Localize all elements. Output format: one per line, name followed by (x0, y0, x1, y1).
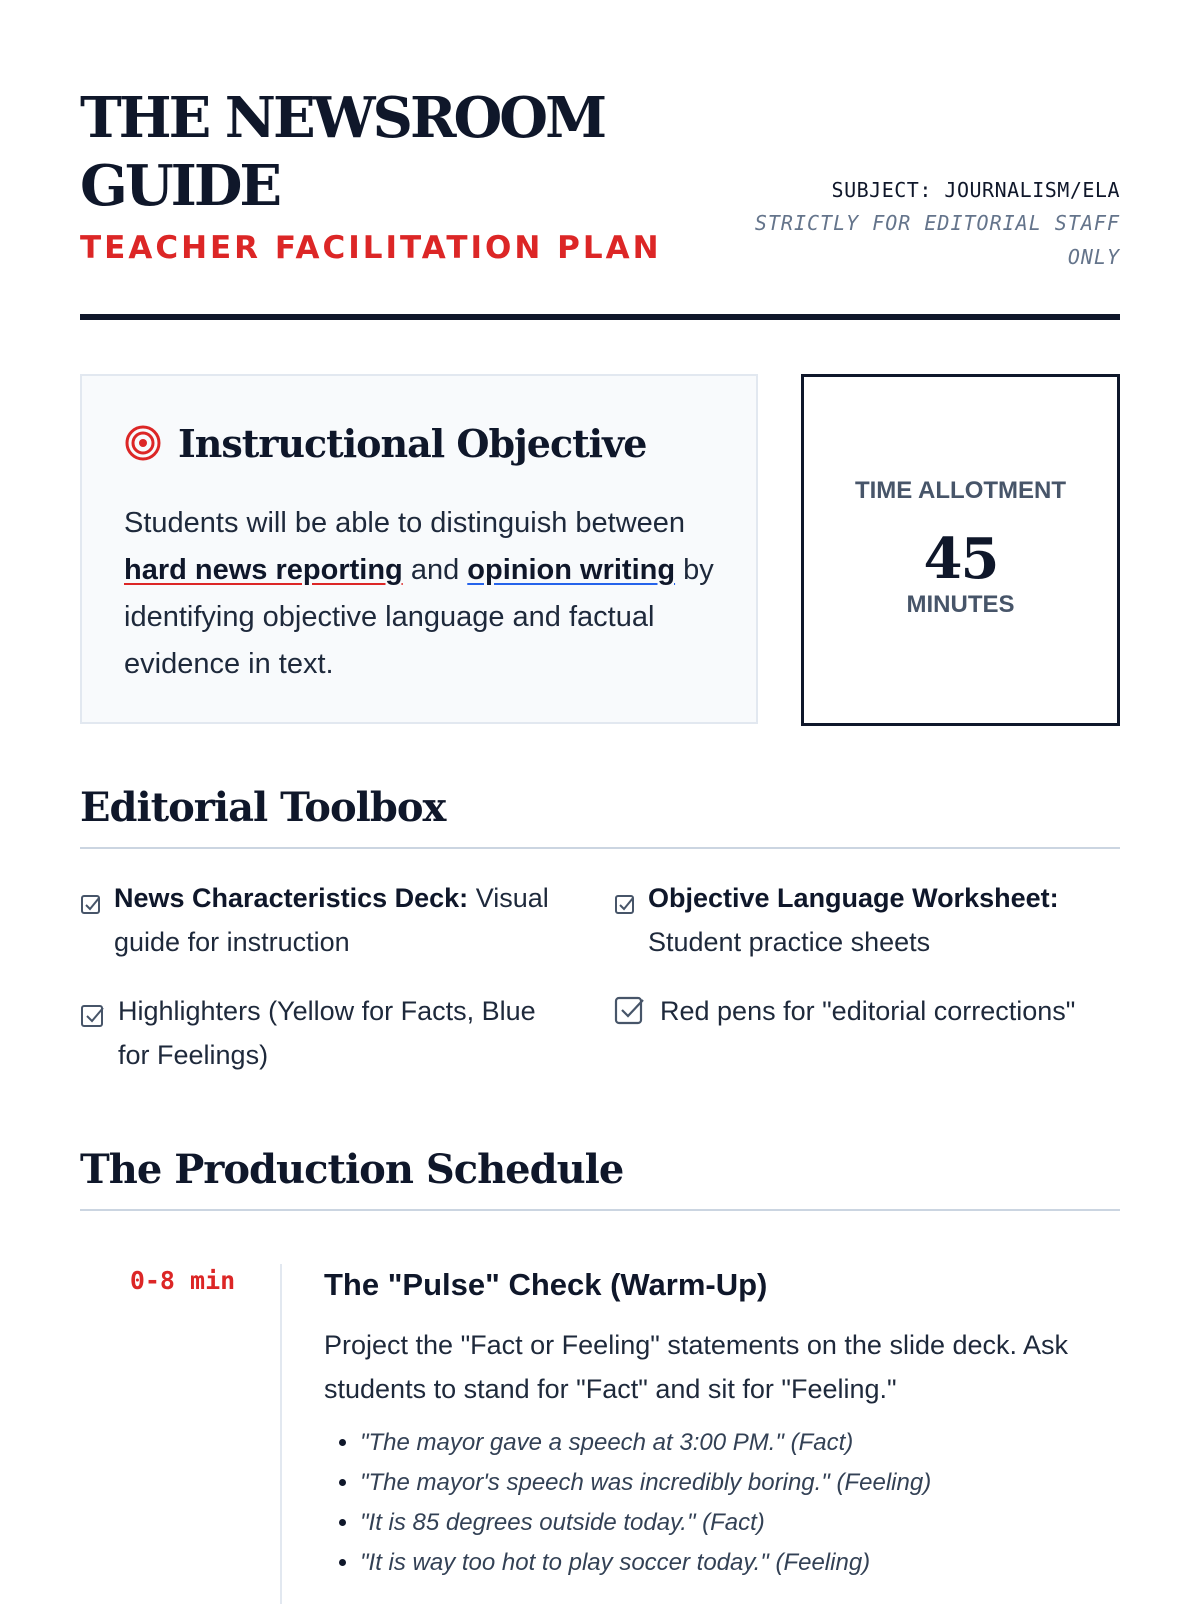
objective-text-part: and (402, 554, 468, 586)
toolbox-item-text (648, 876, 1059, 964)
schedule-step-title: The "Pulse" Check (Warm-Up) (324, 1267, 768, 1302)
objective-text (124, 500, 714, 688)
subject-label: SUBJECT: JOURNALISM/ELA (831, 178, 1120, 202)
schedule-divider (80, 1209, 1120, 1211)
time-allotment-value: 45 (923, 526, 998, 592)
checkbox-icon (80, 998, 106, 1042)
schedule-step (324, 1265, 1120, 1583)
list-item: • "It is 85 degrees outside today." (Fact) (360, 1503, 1120, 1543)
objective-card (80, 374, 758, 724)
schedule-step-time: 0-8 min (129, 1266, 236, 1295)
objective-header (124, 418, 646, 468)
staff-note: STRICTLY FOR EDITORIAL STAFF ONLY (754, 211, 1120, 269)
toolbox-item (80, 989, 570, 1077)
checkbox-icon (80, 885, 102, 929)
toolbox-item (80, 876, 570, 964)
page-subtitle: TEACHER FACILITATION PLAN (80, 230, 662, 266)
header-meta (700, 174, 1120, 274)
toolbox-divider (80, 847, 1120, 849)
toolbox-item (614, 876, 1104, 964)
term-opinion-writing: opinion writing (467, 554, 676, 586)
toolbox-heading: Editorial Toolbox (80, 784, 446, 831)
time-allotment-unit: MINUTES (906, 591, 1015, 618)
toolbox-item-desc: Student practice sheets (648, 927, 931, 957)
time-allotment-box (801, 374, 1120, 726)
toolbox-item-text: Red pens for "editorial corrections" (660, 996, 1076, 1026)
objective-text-part: Students will be able to distinguish between (124, 507, 686, 539)
toolbox-item-name: Objective Language Worksheet: (648, 883, 1059, 913)
page-title: THE NEWSROOM GUIDE (80, 85, 605, 219)
header-divider (80, 314, 1120, 320)
schedule-timeline (280, 1264, 282, 1604)
page-header (80, 80, 1120, 320)
time-allotment-label: TIME ALLOTMENT (854, 477, 1067, 504)
schedule-heading: The Production Schedule (80, 1146, 624, 1193)
list-item: • "The mayor's speech was incredibly boring." (Feeling) (360, 1463, 1120, 1503)
checkbox-icon (614, 995, 646, 1040)
toolbox-item (614, 989, 1120, 1040)
checkbox-icon (614, 885, 636, 929)
term-hard-news: hard news reporting (124, 554, 403, 586)
list-item: • "The mayor gave a speech at 3:00 PM." (Fact) (360, 1423, 1120, 1463)
toolbox-item-text (114, 876, 570, 964)
toolbox-item-text: Highlighters (Yellow for Facts, Blue for Feelings) (118, 996, 536, 1070)
objective-text-part: by identifying objective language and factual evidence in text. (124, 554, 714, 680)
target-icon (124, 424, 162, 462)
toolbox-item-desc: Visual guide for instruction (114, 883, 549, 957)
example-statements-list (324, 1423, 1120, 1583)
objective-title: Instructional Objective (178, 420, 647, 466)
toolbox-item-name: News Characteristics Deck: (114, 883, 469, 913)
list-item: • "It is way too hot to play soccer today." (Feeling) (360, 1543, 1120, 1583)
schedule-step-description: Project the "Fact or Feeling" statements on the slide deck. Ask students to stand for "Fact" and sit for "Feeling." (324, 1330, 1069, 1404)
